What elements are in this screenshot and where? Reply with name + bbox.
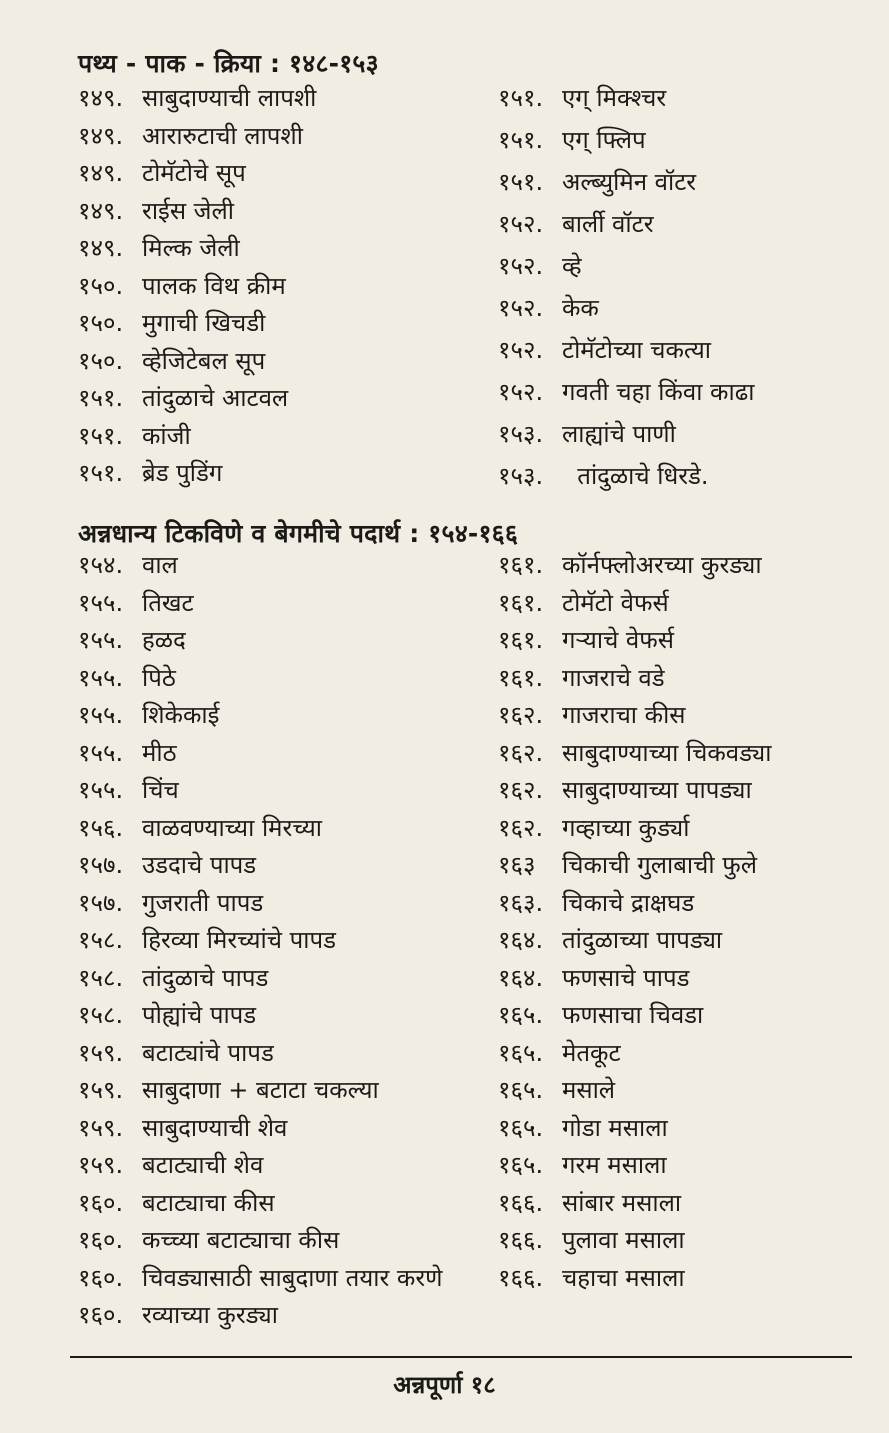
- entry-page-number: १५१.: [498, 126, 544, 154]
- index-entry: [498, 588, 669, 618]
- entry-page-number: १५०.: [78, 271, 124, 300]
- entry-page-number: १६०.: [78, 1226, 124, 1254]
- entry-title: चिंच: [142, 776, 179, 804]
- entry-title: साबुदाणा + बटाटा चकल्या: [142, 1076, 379, 1104]
- index-entry: [78, 588, 194, 618]
- entry-page-number: १५५.: [78, 588, 124, 617]
- entry-title: तांदुळाचे धिरडे.: [562, 462, 709, 490]
- index-entry: [78, 738, 177, 768]
- entry-title: साबुदाण्याची शेव: [142, 1113, 288, 1142]
- entry-page-number: १५५.: [78, 663, 124, 692]
- entry-title: साबुदाण्याच्या चिकवड्या: [562, 738, 772, 767]
- index-entry: [78, 271, 286, 301]
- entry-page-number: १५०.: [78, 346, 124, 375]
- entry-page-number: १६४.: [498, 963, 544, 992]
- entry-title: कांजी: [142, 421, 191, 450]
- index-entry: [498, 1150, 667, 1180]
- section-heading-annadhanya: अन्नधान्य टिकविणे व बेगमीचे पदार्थ : १५४-१६६: [78, 519, 519, 548]
- entry-page-number: १६५.: [498, 1151, 544, 1179]
- index-entry: [78, 158, 246, 188]
- index-entry: [498, 419, 676, 449]
- entry-page-number: १५८.: [78, 926, 124, 954]
- entry-page-number: १६२.: [498, 776, 544, 804]
- entry-page-number: १४९.: [78, 84, 124, 112]
- index-entry: [78, 963, 268, 993]
- index-entry: [498, 1263, 685, 1293]
- index-entry: [78, 346, 265, 376]
- entry-page-number: १६१.: [498, 663, 544, 692]
- entry-title: उडदाचे पापड: [142, 851, 257, 879]
- index-entry: [78, 1300, 278, 1330]
- index-entry: [78, 1150, 263, 1180]
- entry-page-number: १६५.: [498, 1001, 544, 1029]
- entry-page-number: १५३.: [498, 462, 544, 490]
- index-entry: [498, 550, 762, 580]
- index-entry: [498, 850, 757, 880]
- entry-title: साबुदाण्याची लापशी: [142, 84, 317, 112]
- index-entry: [78, 196, 234, 226]
- index-entry: [78, 121, 303, 151]
- entry-title: फणसाचे पापड: [562, 963, 690, 992]
- index-entry: [78, 925, 336, 955]
- index-entry: [498, 1000, 703, 1030]
- entry-title: पिठे: [142, 663, 176, 692]
- entry-title: पालक विथ क्रीम: [142, 271, 286, 300]
- index-entry: [78, 1113, 287, 1143]
- entry-title: गाजराचे वडे: [562, 663, 665, 692]
- entry-title: मीठ: [142, 738, 177, 767]
- entry-page-number: १४९.: [78, 196, 124, 225]
- index-entry: [78, 1075, 379, 1105]
- entry-page-number: १६१.: [498, 588, 544, 617]
- index-entry: [498, 775, 752, 805]
- entry-title: तांदुळाचे आटवल: [142, 384, 289, 412]
- index-entry: [498, 1113, 668, 1143]
- index-entry: [498, 1075, 615, 1105]
- entry-title: साबुदाण्याच्या पापड्या: [562, 776, 752, 804]
- index-entry: [498, 963, 690, 993]
- index-entry: [78, 625, 186, 655]
- entry-page-number: १५१.: [498, 168, 544, 196]
- entry-page-number: १४९.: [78, 234, 124, 262]
- entry-page-number: १६३: [498, 851, 536, 879]
- entry-page-number: १५१.: [78, 384, 124, 412]
- footer-divider: [70, 1356, 852, 1358]
- index-entry: [78, 813, 322, 843]
- index-entry: [498, 1225, 685, 1255]
- entry-title: व्हे: [562, 252, 582, 280]
- index-entry: [78, 888, 263, 918]
- section-heading-pathya: पथ्य - पाक - क्रिया : १४८-१५३: [78, 49, 379, 78]
- index-entry: [78, 1263, 443, 1293]
- entry-title: रव्याच्या कुरड्या: [142, 1301, 278, 1329]
- entry-page-number: १५९.: [78, 1151, 124, 1179]
- entry-page-number: १६५.: [498, 1038, 544, 1067]
- entry-page-number: १६४.: [498, 926, 544, 954]
- entry-title: बार्ली वॉटर: [562, 210, 654, 238]
- entry-title: तांदुळाचे पापड: [142, 963, 269, 992]
- entry-page-number: १६२.: [498, 701, 544, 729]
- entry-title: तिखट: [142, 588, 194, 617]
- entry-page-number: १६०.: [78, 1188, 124, 1217]
- index-entry: [498, 209, 654, 239]
- entry-title: गऱ्याचे वेफर्स: [562, 626, 675, 654]
- entry-title: मसाले: [562, 1076, 616, 1104]
- entry-page-number: १६२.: [498, 738, 544, 767]
- index-entry: [78, 1000, 256, 1030]
- index-entry: [498, 925, 722, 955]
- entry-title: ब्रेड पुडिंग: [142, 459, 223, 487]
- entry-title: गव्हाच्या कुर्ड्या: [562, 813, 690, 842]
- entry-page-number: १५८.: [78, 963, 124, 992]
- entry-page-number: १६०.: [78, 1263, 124, 1292]
- entry-page-number: १५७.: [78, 851, 124, 879]
- entry-title: बटाट्याचा कीस: [142, 1188, 275, 1217]
- entry-title: बटाट्यांचे पापड: [142, 1038, 274, 1067]
- index-entry: [498, 663, 665, 693]
- entry-page-number: १५२.: [498, 210, 544, 238]
- index-entry: [498, 738, 771, 768]
- entry-title: टोमॅटोचे सूप: [142, 159, 246, 187]
- entry-page-number: १५६.: [78, 813, 124, 842]
- index-entry: [498, 83, 666, 113]
- entry-title: गोडा मसाला: [562, 1113, 668, 1142]
- index-entry: [78, 1188, 275, 1218]
- entry-page-number: १५५.: [78, 626, 124, 654]
- entry-page-number: १६६.: [498, 1226, 544, 1254]
- entry-title: केक: [562, 294, 599, 322]
- entry-page-number: १५७.: [78, 888, 124, 917]
- entry-page-number: १६२.: [498, 813, 544, 842]
- index-entry: [498, 167, 696, 197]
- entry-title: चिकाचे द्राक्षघड: [562, 888, 695, 917]
- index-entry: [498, 251, 582, 281]
- index-entry: [498, 813, 689, 843]
- entry-page-number: १६०.: [78, 1301, 124, 1329]
- index-entry: [78, 233, 240, 263]
- entry-page-number: १५२.: [498, 294, 544, 322]
- entry-title: कॉर्नफ्लोअरच्या कुरड्या: [562, 551, 762, 579]
- entry-page-number: १५०.: [78, 309, 124, 337]
- entry-title: हळद: [142, 626, 186, 654]
- index-entry: [78, 421, 191, 451]
- page-footer: अन्नपूर्णा १८: [393, 1371, 496, 1399]
- index-entry: [78, 550, 178, 580]
- index-entry: [78, 775, 179, 805]
- index-entry: [498, 625, 674, 655]
- entry-page-number: १५८.: [78, 1001, 124, 1029]
- entry-page-number: १५५.: [78, 701, 124, 729]
- entry-title: राईस जेली: [142, 196, 234, 225]
- entry-title: हिरव्या मिरच्यांचे पापड: [142, 926, 336, 954]
- entry-title: चहाचा मसाला: [562, 1263, 685, 1292]
- entry-title: मिल्क जेली: [142, 234, 240, 262]
- entry-page-number: १४९.: [78, 121, 124, 150]
- index-entry: [78, 850, 256, 880]
- entry-title: वाल: [142, 551, 178, 579]
- index-entry: [78, 83, 316, 113]
- entry-title: अल्ब्युमिन वॉटर: [562, 168, 697, 196]
- entry-title: चिकाची गुलाबाची फुले: [562, 851, 757, 879]
- entry-page-number: १५१.: [78, 421, 124, 450]
- entry-page-number: १५५.: [78, 776, 124, 804]
- index-entry: [78, 1225, 339, 1255]
- entry-page-number: १५३.: [498, 420, 544, 448]
- index-entry: [498, 1038, 621, 1068]
- entry-title: गुजराती पापड: [142, 888, 264, 917]
- entry-page-number: १५९.: [78, 1113, 124, 1142]
- entry-title: गाजराचा कीस: [562, 701, 686, 729]
- index-entry: [498, 888, 694, 918]
- entry-page-number: १५९.: [78, 1038, 124, 1067]
- index-entry: [78, 308, 265, 338]
- entry-page-number: १५५.: [78, 738, 124, 767]
- entry-page-number: १५१.: [498, 84, 544, 112]
- entry-page-number: १६५.: [498, 1076, 544, 1104]
- entry-page-number: १६३.: [498, 888, 544, 917]
- entry-page-number: १४९.: [78, 159, 124, 187]
- entry-page-number: १५१.: [78, 459, 124, 487]
- entry-page-number: १५४.: [78, 551, 124, 579]
- entry-title: पुलावा मसाला: [562, 1226, 685, 1254]
- entry-title: व्हेजिटेबल सूप: [142, 346, 266, 375]
- entry-title: फणसाचा चिवडा: [562, 1001, 704, 1029]
- entry-title: पोह्यांचे पापड: [142, 1001, 257, 1029]
- entry-title: चिवड्यासाठी साबुदाणा तयार करणे: [142, 1263, 443, 1292]
- entry-page-number: १६१.: [498, 551, 544, 579]
- index-entry: [78, 458, 222, 488]
- entry-page-number: १६६.: [498, 1263, 544, 1292]
- entry-title: बटाट्याची शेव: [142, 1151, 264, 1179]
- entry-title: कच्च्या बटाट्याचा कीस: [142, 1226, 340, 1254]
- index-entry: [498, 377, 754, 407]
- entry-page-number: १५२.: [498, 378, 544, 406]
- entry-title: लाह्यांचे पाणी: [562, 420, 676, 448]
- entry-title: टोमॅटोच्या चकत्या: [562, 336, 712, 364]
- entry-title: तांदुळाच्या पापड्या: [562, 926, 723, 954]
- index-entry: [498, 125, 646, 155]
- index-entry: [78, 1038, 274, 1068]
- entry-page-number: १५९.: [78, 1076, 124, 1104]
- index-entry: [78, 383, 288, 413]
- entry-title: मुगाची खिचडी: [142, 309, 266, 337]
- entry-page-number: १५२.: [498, 252, 544, 280]
- index-entry: [498, 1188, 681, 1218]
- entry-title: टोमॅटो वेफर्स: [562, 588, 669, 617]
- index-entry: [498, 700, 686, 730]
- entry-title: गवती चहा किंवा काढा: [562, 378, 755, 406]
- entry-page-number: १६५.: [498, 1113, 544, 1142]
- entry-title: एग् मिक्श्चर: [562, 84, 667, 112]
- entry-title: एग् फ्लिप: [562, 126, 646, 154]
- index-entry: [78, 700, 219, 730]
- entry-title: शिकेकाई: [142, 701, 220, 729]
- entry-title: गरम मसाला: [562, 1151, 667, 1179]
- index-entry: [498, 461, 708, 491]
- entry-title: आरारुटाची लापशी: [142, 121, 303, 150]
- entry-page-number: १६६.: [498, 1188, 544, 1217]
- entry-title: वाळवण्याच्या मिरच्या: [142, 813, 322, 842]
- index-entry: [498, 335, 711, 365]
- index-entry: [498, 293, 599, 323]
- entry-page-number: १६१.: [498, 626, 544, 654]
- entry-title: सांबार मसाला: [562, 1188, 682, 1217]
- entry-page-number: १५२.: [498, 336, 544, 364]
- entry-title: मेतकूट: [562, 1038, 621, 1067]
- index-entry: [78, 663, 176, 693]
